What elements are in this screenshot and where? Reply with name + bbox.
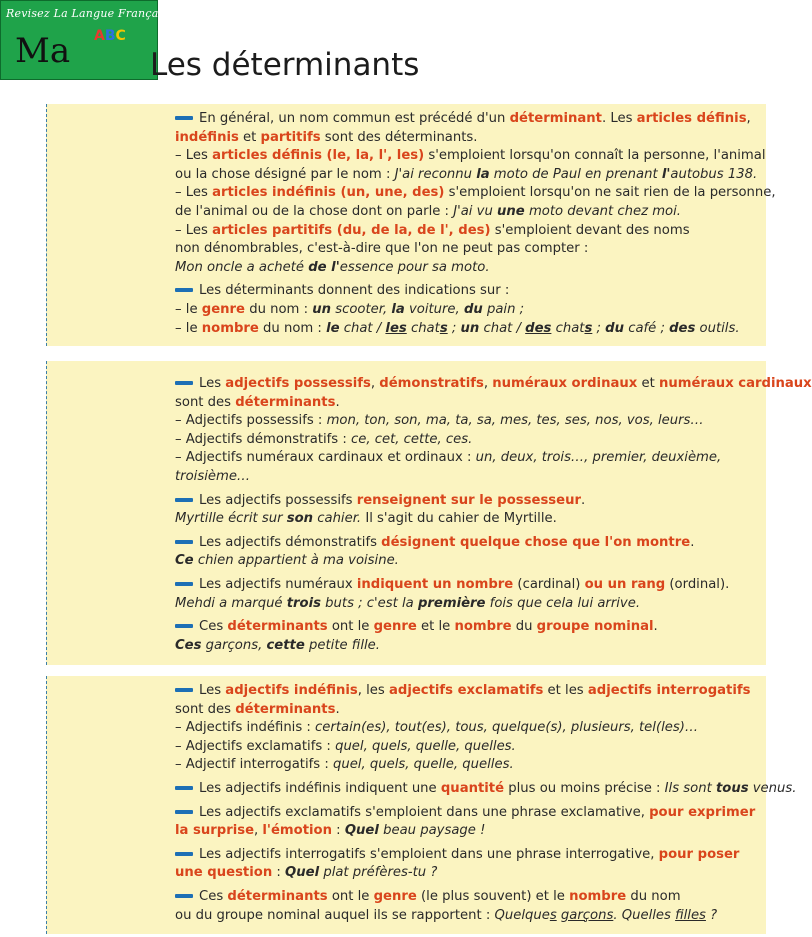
dash-bullet-icon — [175, 540, 193, 544]
text-line: Les adjectifs numéraux indiquent un nombre (cardinal) ou un rang (ordinal). — [175, 576, 756, 595]
dash-bullet-icon — [175, 288, 193, 292]
text-line: ou du groupe nominal auquel ils se rapportent : Quelques garçons. Quelles filles ? — [175, 907, 718, 923]
text-line: Les adjectifs possessifs renseignent sur le possesseur. — [175, 492, 756, 511]
dash-bullet-icon — [175, 894, 193, 898]
text-line: Les adjectifs démonstratifs désignent quelque chose que l'on montre. — [175, 534, 756, 553]
site-logo[interactable] — [0, 0, 175, 80]
text-line: Myrtille écrit sur son cahier. Il s'agit du cahier de Myrtille. — [175, 511, 557, 527]
text-line: – Adjectif interrogatifs : quel, quels, quelle, quelles. — [175, 757, 514, 773]
paragraph-numeraux — [175, 576, 756, 613]
dash-bullet-icon — [175, 498, 193, 502]
text-line: une question : Quel plat préfères-tu ? — [175, 865, 438, 881]
text-line: indéfinis et partitifs sont des déterminants. — [175, 129, 478, 145]
text-line: sont des déterminants. — [175, 701, 340, 717]
text-line: Ces déterminants ont le genre et le nombre du groupe nominal. — [175, 618, 756, 637]
text-line: – Adjectifs exclamatifs : quel, quels, quelle, quelles. — [175, 738, 516, 754]
section-adjectifs-indefinis — [46, 676, 797, 934]
text-line: – Adjectifs numéraux cardinaux et ordinaux : un, deux, trois…, premier, deuxième, — [175, 450, 722, 466]
section-adjectifs-possessifs — [46, 361, 812, 665]
logo-abc-icon: ABC — [94, 28, 126, 44]
page-title: Les déterminants — [150, 47, 420, 83]
text-line: – le nombre du nom : le chat / les chats ; un chat / des chats ; du café ; des outils. — [175, 320, 740, 336]
text-line: Les adjectifs indéfinis indiquent une quantité plus ou moins précise : Ils sont tous venus. — [175, 780, 756, 799]
text-line: Mehdi a marqué trois buts ; c'est la première fois que cela lui arrive. — [175, 595, 641, 611]
paragraph-accord — [175, 888, 756, 925]
text-line: Ces garçons, cette petite fille. — [175, 637, 380, 653]
section-articles — [46, 104, 776, 346]
text-line: – Les articles définis (le, la, l', les) s'emploient lorsqu'on connaît la personne, l'animal — [175, 148, 766, 164]
dash-bullet-icon — [175, 688, 193, 692]
dash-bullet-icon — [175, 810, 193, 814]
paragraph-demonstratifs — [175, 534, 756, 571]
text-line: Les adjectifs interrogatifs s'emploient dans une phrase interrogative, pour poser — [175, 846, 756, 865]
text-line: Les déterminants donnent des indications sur : — [175, 282, 756, 301]
paragraph-exclamatifs — [175, 804, 756, 841]
text-line: – Les articles partitifs (du, de la, de l', des) s'emploient devant des noms — [175, 222, 690, 238]
text-line: – Les articles indéfinis (un, une, des) s'emploient lorsqu'on ne sait rien de la personne, — [175, 185, 776, 201]
text-line: Ce chien appartient à ma voisine. — [175, 553, 399, 569]
dash-bullet-icon — [175, 582, 193, 586]
paragraph-articles — [175, 110, 776, 277]
dash-bullet-icon — [175, 624, 193, 628]
text-line: Mon oncle a acheté de l'essence pour sa moto. — [175, 259, 490, 275]
logo-tagline: Revisez La Langue Française — [6, 7, 175, 20]
paragraph-intro — [175, 682, 756, 775]
paragraph-accord — [175, 618, 756, 655]
paragraph-interrogatifs — [175, 846, 756, 883]
text-line: Les adjectifs exclamatifs s'emploient dans une phrase exclamative, pour exprimer — [175, 804, 756, 823]
text-line: la surprise, l'émotion : Quel beau paysage ! — [175, 823, 486, 839]
text-line: troisième… — [175, 468, 251, 484]
logo-mark: Ma — [15, 31, 71, 71]
text-line: – Adjectifs possessifs : mon, ton, son, ma, ta, sa, mes, tes, ses, nos, vos, leurs… — [175, 413, 704, 429]
text-line: Les adjectifs possessifs, démonstratifs, numéraux ordinaux et numéraux cardinaux — [175, 375, 756, 394]
text-line: de l'animal ou de la chose dont on parle : J'ai vu une moto devant chez moi. — [175, 203, 681, 219]
text-line: – le genre du nom : un scooter, la voiture, du pain ; — [175, 301, 525, 317]
paragraph-indications — [175, 282, 756, 338]
text-line: Les adjectifs indéfinis, les adjectifs exclamatifs et les adjectifs interrogatifs — [175, 682, 756, 701]
text-line: ou la chose désigné par le nom : J'ai reconnu la moto de Paul en prenant l'autobus 138. — [175, 166, 758, 182]
text-line: En général, un nom commun est précédé d'un déterminant. Les articles définis, — [175, 110, 756, 129]
dash-bullet-icon — [175, 116, 193, 120]
dash-bullet-icon — [175, 852, 193, 856]
paragraph-possessifs — [175, 492, 756, 529]
paragraph-indefinis — [175, 780, 797, 799]
dash-bullet-icon — [175, 381, 193, 385]
paragraph-intro — [175, 375, 812, 487]
text-line: sont des déterminants. — [175, 394, 340, 410]
text-line: – Adjectifs démonstratifs : ce, cet, cette, ces. — [175, 431, 473, 447]
text-line: Ces déterminants ont le genre (le plus souvent) et le nombre du nom — [175, 888, 756, 907]
text-line: non dénombrables, c'est-à-dire que l'on ne peut pas compter : — [175, 241, 589, 257]
dash-bullet-icon — [175, 786, 193, 790]
text-line: – Adjectifs indéfinis : certain(es), tout(es), tous, quelque(s), plusieurs, tel(les)… — [175, 720, 699, 736]
